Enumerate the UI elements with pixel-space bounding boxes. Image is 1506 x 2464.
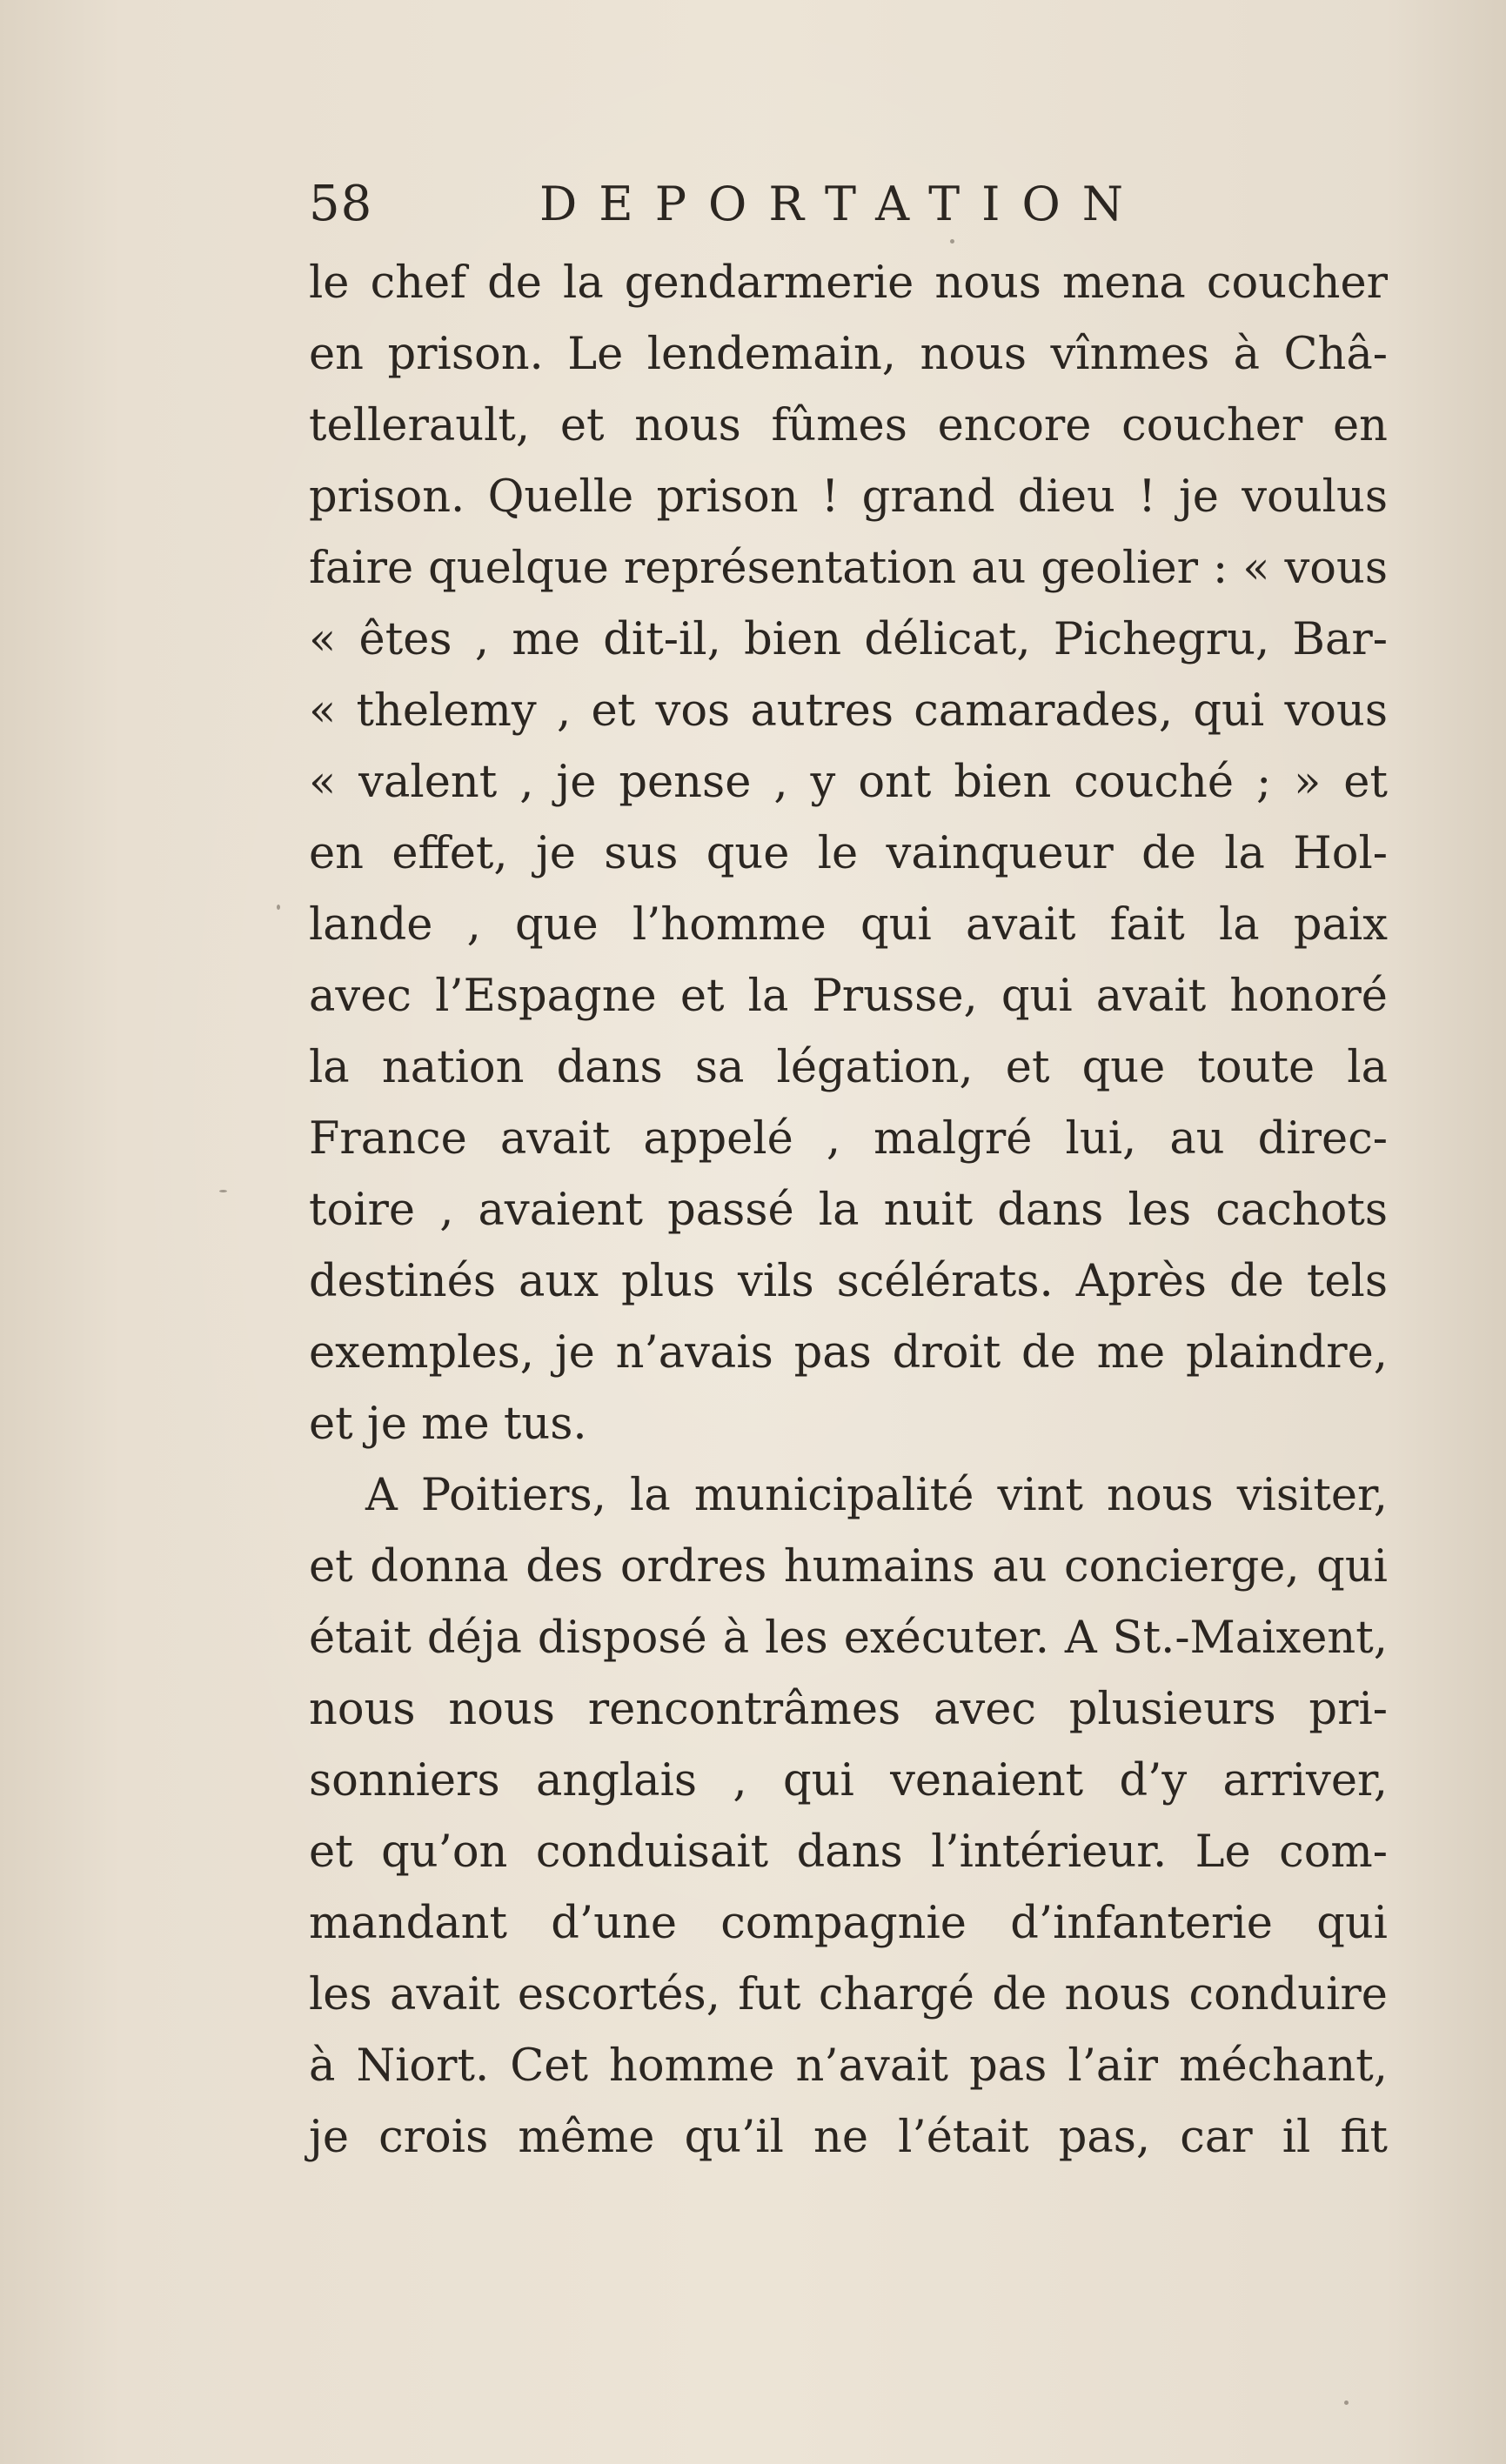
paper-speck [277,905,280,910]
page-header [309,170,1179,248]
text-line: mandant d’une compagnie d’infanterie qui [309,1898,1388,1949]
text-line: en effet, je sus que le vainqueur de la Hol- [309,828,1388,879]
body-text [309,248,1388,2174]
paragraph-end-line: et je me tus. [309,1399,587,1450]
text-line: « thelemy , et vos autres camarades, qui vous [309,685,1388,737]
text-line: toire , avaient passé la nuit dans les cachots [309,1185,1388,1236]
text-line: en prison. Le lendemain, nous vînmes à Châ- [309,329,1388,380]
text-line: faire quelque représentation au geolier : « vous [309,543,1388,594]
paragraph-start-line: A Poitiers, la municipalité vint nous visiter, [365,1470,1388,1521]
text-line: je crois même qu’il ne l’était pas, car il fit [309,2112,1388,2163]
text-line: destinés aux plus vils scélérats. Après de tels [309,1256,1388,1307]
text-line: à Niort. Cet homme n’avait pas l’air méchant, [309,2040,1388,2092]
text-line: avec l’Espagne et la Prusse, qui avait honoré [309,971,1388,1022]
text-line: lande , que l’homme qui avait fait la paix [309,899,1388,951]
paper-speck [219,1190,227,1192]
text-line: le chef de la gendarmerie nous mena coucher [309,257,1388,309]
paper-speck [1344,2401,1349,2405]
text-line: France avait appelé , malgré lui, au direc- [309,1113,1388,1165]
text-line: sonniers anglais , qui venaient d’y arriver, [309,1755,1388,1806]
text-line: « valent , je pense , y ont bien couché ; » et [309,757,1388,808]
text-line: et qu’on conduisait dans l’intérieur. Le com- [309,1826,1388,1878]
text-line: tellerault, et nous fûmes encore coucher en [309,400,1388,451]
text-line: nous nous rencontrâmes avec plusieurs pri- [309,1684,1388,1735]
text-line: et donna des ordres humains au concierge, qui [309,1541,1388,1593]
running-title: DEPORTATION [539,177,1146,231]
text-line: exemples, je n’avais pas droit de me plaindre, [309,1327,1388,1379]
text-line: « êtes , me dit-il, bien délicat, Pichegru, Bar- [309,614,1388,665]
text-line: les avait escortés, fut chargé de nous conduire [309,1969,1388,2020]
text-line: était déja disposé à les exécuter. A St.-Maixent, [309,1613,1388,1664]
text-line: prison. Quelle prison ! grand dieu ! je voulus [309,471,1388,523]
text-line: la nation dans sa légation, et que toute la [309,1042,1388,1093]
page-number: 58 [309,176,373,232]
